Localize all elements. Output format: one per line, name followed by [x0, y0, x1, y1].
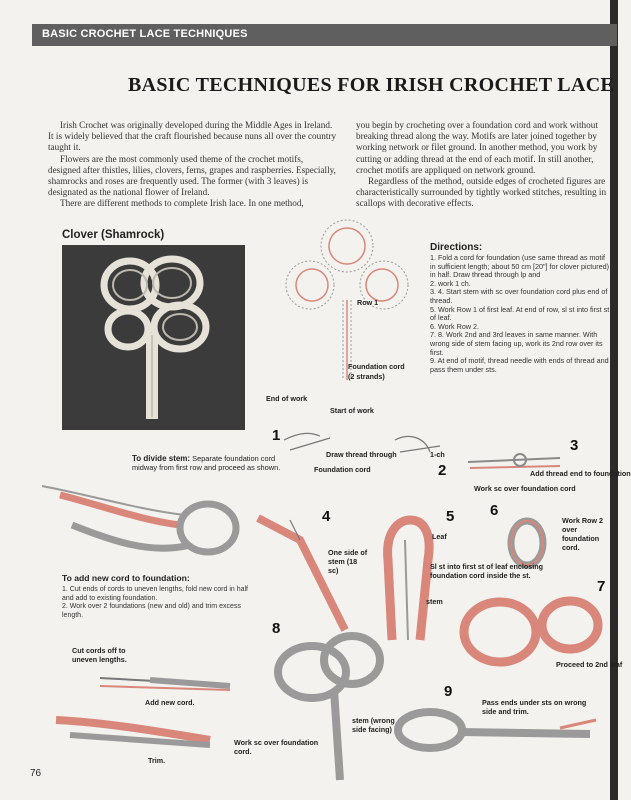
intro-paragraph: Irish Crochet was originally developed during the Middle Ages in Ireland. It is widely believed that the craft flourished because nuns all over the country taught it.	[48, 120, 337, 153]
stem-label: stem	[426, 597, 443, 606]
direction-step: 3. 4. Start stem with sc over foundation cord plus end of thread.	[430, 287, 608, 305]
step-5-diagram	[388, 520, 429, 640]
step-number: 9	[444, 683, 453, 700]
step-number: 2	[438, 462, 447, 479]
proceed-2nd-leaf-label: Proceed to 2nd leaf	[556, 660, 623, 669]
step-number: 3	[570, 437, 579, 454]
draw-thread-label: Draw thread through	[326, 450, 397, 459]
section-header-label: BASIC CROCHET LACE TECHNIQUES	[42, 28, 248, 40]
divide-stem-text: Separate foundation cord midway from first row and proceed as shown.	[132, 454, 281, 472]
trim-label: Trim.	[148, 756, 166, 765]
work-sc-over-label: Work sc over foundation cord	[474, 484, 576, 493]
intro-paragraph: you begin by crocheting over a foundation cord and work without breaking thread along the way. Motifs are later joined together by working network or filet ground. In another method, you work by cutting or adding thread at the end of each motif. In still another, crochet motifs are appliqued on network ground.	[356, 120, 598, 175]
step-8-diagram	[278, 636, 380, 780]
step-number: 1	[272, 427, 281, 444]
stem-wrong-side-label: stem (wrong side facing)	[352, 716, 395, 734]
direction-step: 9. At end of motif, thread needle with ends of thread and pass them under sts.	[430, 356, 609, 374]
divide-stem-diagram	[42, 486, 236, 552]
end-of-work-label: End of work	[266, 394, 308, 403]
pass-ends-label: Pass ends under sts on wrong side and trim.	[482, 698, 587, 716]
add-thread-label: Add thread end to foundation	[530, 469, 631, 478]
step-number: 4	[322, 508, 331, 525]
direction-step: 2. work 1 ch.	[430, 278, 471, 288]
page-title: BASIC TECHNIQUES FOR IRISH CROCHET LACE	[128, 74, 615, 96]
step-number: 5	[446, 508, 455, 525]
foundation-cord-label-2: Foundation cord	[314, 465, 371, 474]
intro-paragraph: There are different methods to complete Irish lace. In one method,	[60, 198, 304, 209]
direction-step: 6. Work Row 2.	[430, 321, 479, 331]
one-side-stem-label: One side of stem (18 sc)	[328, 548, 368, 575]
direction-step: 5. Work Row 1 of first leaf. At end of row, sl st into first st of leaf.	[430, 304, 610, 323]
divide-stem-note	[132, 454, 302, 472]
start-of-work-label: Start of work	[330, 406, 374, 415]
page-number: 76	[30, 768, 42, 779]
work-sc-over-label-2: Work sc over foundation cord.	[234, 738, 319, 756]
clover-stitch-chart	[286, 220, 408, 380]
directions-heading: Directions:	[430, 242, 483, 253]
step-number: 6	[490, 502, 499, 519]
add-new-cord-label: Add new cord.	[145, 698, 195, 707]
add-cord-heading: To add new cord to foundation:	[62, 573, 190, 583]
row1-label: Row 1	[357, 298, 379, 307]
add-cord-list	[62, 586, 252, 620]
step-number: 8	[272, 620, 281, 637]
cut-cords-label: Cut cords off to uneven lengths.	[72, 646, 127, 664]
step-3-diagram	[468, 454, 560, 468]
add-cord-diagram	[56, 678, 230, 745]
step-7-diagram	[464, 601, 598, 662]
intro-paragraph: Regardless of the method, outside edges of crocheted figures are characteristically surrounded by tightly worked stitches, resulting in scallops with decorative effects.	[356, 176, 607, 209]
leaf-label: Leaf	[432, 532, 447, 541]
clover-heading: Clover (Shamrock)	[62, 229, 165, 241]
intro-paragraph: Flowers are the most commonly used theme of the crochet motifs, designed after thistles, lilies, clovers, ferns, grapes and raspberries. Especially, shamrocks and roses are frequently used. The former (with 3 leaves) is designated as the national flower of Ireland.	[48, 153, 336, 198]
two-strands-label: (2 strands)	[348, 372, 385, 381]
direction-step: 7. 8. Work 2nd and 3rd leaves in same manner. With wrong side of stem facing up, work its 2nd row over its first.	[430, 330, 603, 357]
step-6-diagram	[511, 521, 543, 565]
work-row2-label: Work Row 2 over foundation cord.	[562, 516, 604, 552]
divide-stem-title: To divide stem:	[132, 454, 191, 463]
sl-st-label: Sl st into first st of leaf enclosing foundation cord inside the st.	[430, 562, 544, 580]
foundation-cord-label: Foundation cord	[348, 362, 405, 371]
step-number: 7	[597, 578, 606, 595]
direction-step: 1. Fold a cord for foundation (use same thread as motif in sufficient length; about 50 cm [20"] for clover pictured) in half. Draw thread through lp and	[430, 253, 610, 280]
one-ch-label: 1-ch	[430, 450, 445, 459]
add-cord-step: 2. Work over 2 foundations (new and old) and trim excess length.	[62, 603, 241, 619]
step-9-diagram	[398, 712, 596, 748]
add-cord-step: 1. Cut ends of cords to uneven lengths, fold new cord in half and add to existing foundation.	[62, 586, 249, 602]
